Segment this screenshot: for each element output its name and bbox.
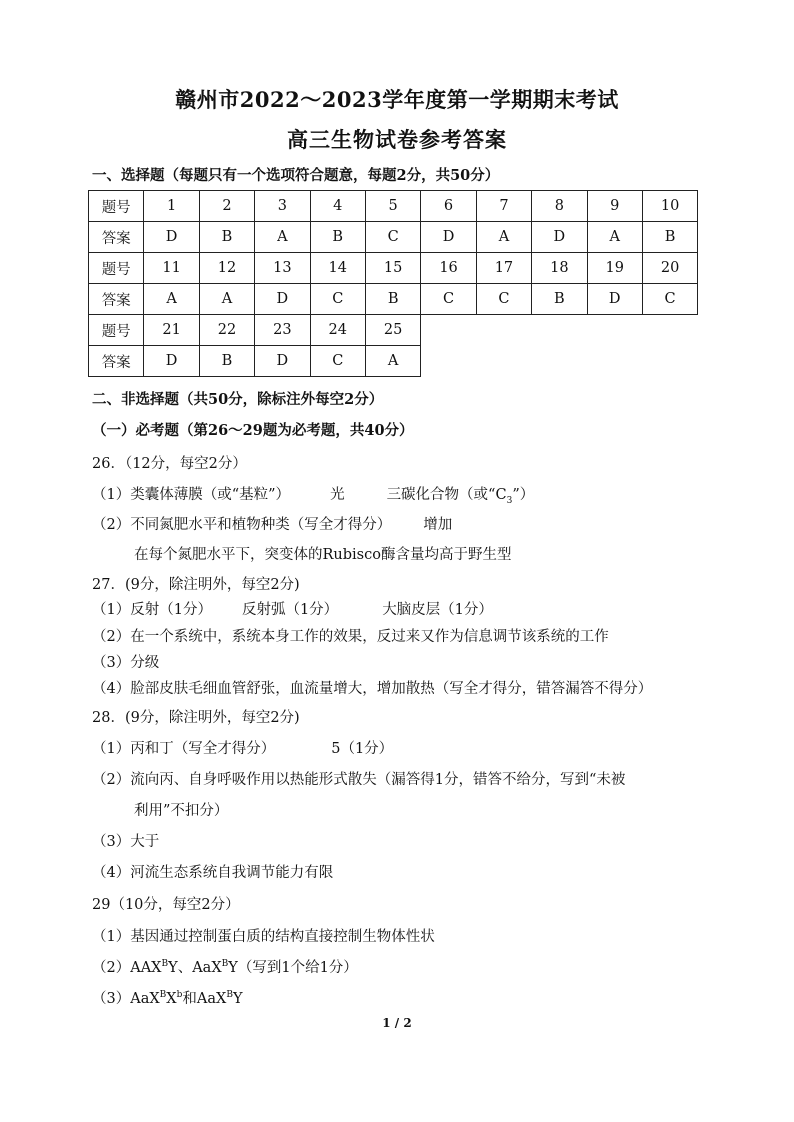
question-number: 9 <box>587 191 642 222</box>
page-subtitle: 高三生物试卷参考答案 <box>287 127 507 152</box>
answer-cell: B <box>199 222 254 253</box>
empty-cell <box>532 346 587 377</box>
answer-cell: A <box>365 346 420 377</box>
row-label: 题号 <box>89 253 144 284</box>
answer-cell: B <box>532 284 587 315</box>
empty-cell <box>587 315 642 346</box>
table-row <box>89 191 698 222</box>
q29-line-3: $(3)AaX^BX^b$和AaX$^B$Y <box>92 990 243 1007</box>
q27-line-4: （4）脸部皮肤毛细血管舒张，血流量增大，增加散热（写全才得分，错答漏答不得分） <box>92 681 653 697</box>
table-row <box>89 315 698 346</box>
q27-1-answer-b: 反射弧（1分） <box>241 602 339 618</box>
empty-cell <box>642 315 697 346</box>
answer-cell: A <box>587 222 642 253</box>
answer-cell: B <box>310 222 365 253</box>
question-number: 4 <box>310 191 365 222</box>
q27-heading: 27．(9分，除注明外，每空2分) <box>92 577 300 593</box>
answer-cell: A <box>476 222 531 253</box>
question-number: 13 <box>255 253 310 284</box>
q27-1-answer-a: （1）反射（1分） <box>92 602 212 618</box>
empty-cell <box>476 315 531 346</box>
q28-line-1 <box>92 737 393 758</box>
q28-1-answer-b: 5（1分） <box>331 741 394 757</box>
question-number: 10 <box>642 191 697 222</box>
row-label: 答案 <box>89 222 144 253</box>
section-1-heading: 一、选择题（每题只有一个选项符合题意，每题2分，共50分） <box>92 167 500 184</box>
question-number: 24 <box>310 315 365 346</box>
q26-line-2 <box>92 513 452 534</box>
empty-cell <box>642 346 697 377</box>
answer-cell: A <box>199 284 254 315</box>
question-number: 23 <box>255 315 310 346</box>
question-number: 21 <box>144 315 199 346</box>
answer-cell: C <box>476 284 531 315</box>
q26-1-answer-a: （1）类囊体薄膜（或“基粒”） <box>92 487 291 503</box>
answer-cell: C <box>310 284 365 315</box>
question-number: 12 <box>199 253 254 284</box>
page-number: 1 / 2 <box>382 1016 412 1030</box>
q26-1-answer-c: 三碳化合物（或“$C_3$”） <box>386 487 535 506</box>
row-label: 题号 <box>89 315 144 346</box>
empty-cell <box>421 346 476 377</box>
row-label: 题号 <box>89 191 144 222</box>
answer-cell: C <box>642 284 697 315</box>
q28-line-4: （4）河流生态系统自我调节能力有限 <box>92 865 334 881</box>
question-number: 17 <box>476 253 531 284</box>
question-number: 11 <box>144 253 199 284</box>
q28-line-2: （2）流向丙、自身呼吸作用以热能形式散失（漏答得1分，错答不给分，写到“未被 <box>92 772 626 788</box>
question-number: 6 <box>421 191 476 222</box>
answer-cell: D <box>144 346 199 377</box>
question-number: 5 <box>365 191 420 222</box>
question-number: 25 <box>365 315 420 346</box>
q27-1-answer-c: 大脑皮层（1分） <box>382 602 493 618</box>
q29-heading: 29（10分，每空2分） <box>92 897 240 913</box>
q27-line-3: （3）分级 <box>92 655 160 671</box>
question-number: 19 <box>587 253 642 284</box>
answer-cell: D <box>532 222 587 253</box>
question-number: 7 <box>476 191 531 222</box>
answer-cell: B <box>642 222 697 253</box>
table-row <box>89 253 698 284</box>
answer-cell: D <box>255 346 310 377</box>
answer-cell: C <box>421 284 476 315</box>
q26-line-1 <box>92 483 534 506</box>
q27-line-2: （2）在一个系统中，系统本身工作的效果，反过来又作为信息调节该系统的工作 <box>92 629 609 645</box>
q28-heading: 28．(9分，除注明外，每空2分) <box>92 710 300 726</box>
answer-cell: B <box>199 346 254 377</box>
empty-cell <box>587 346 642 377</box>
answer-cell: B <box>365 284 420 315</box>
empty-cell <box>421 315 476 346</box>
answer-table <box>88 190 698 377</box>
question-number: 16 <box>421 253 476 284</box>
table-row <box>89 284 698 315</box>
q26-2-answer-b: 增加 <box>423 517 453 533</box>
q27-line-1 <box>92 598 493 619</box>
q29-line-2: $(2)AAX^BY$、AaX$^B$Y（写到1个给1分） <box>92 959 358 976</box>
answer-cell: A <box>144 284 199 315</box>
q29-line-1: （1）基因通过控制蛋白质的结构直接控制生物体性状 <box>92 929 435 945</box>
question-number: 2 <box>199 191 254 222</box>
question-number: 8 <box>532 191 587 222</box>
q26-heading: 26．（12分，每空2分） <box>92 456 247 472</box>
q28-line-3: （3）大于 <box>92 834 160 850</box>
question-number: 15 <box>365 253 420 284</box>
row-label: 答案 <box>89 284 144 315</box>
answer-cell: D <box>144 222 199 253</box>
page-title: 赣州市2022～2023学年度第一学期期末考试 <box>175 87 619 112</box>
empty-cell <box>476 346 531 377</box>
answer-cell: C <box>310 346 365 377</box>
empty-cell <box>532 315 587 346</box>
q28-1-answer-a: （1）丙和丁（写全才得分） <box>92 741 276 757</box>
row-label: 答案 <box>89 346 144 377</box>
question-number: 18 <box>532 253 587 284</box>
answer-cell: D <box>255 284 310 315</box>
question-number: 22 <box>199 315 254 346</box>
q26-2-answer-a: （2）不同氮肥水平和植物种类（写全才得分） <box>92 517 392 533</box>
table-row <box>89 222 698 253</box>
q26-line-3: 在每个氮肥水平下，突变体的Rubisco酶含量均高于野生型 <box>134 547 512 563</box>
question-number: 1 <box>144 191 199 222</box>
answer-cell: D <box>587 284 642 315</box>
answer-cell: A <box>255 222 310 253</box>
subsection-heading: （一）必考题（第26～29题为必考题，共40分） <box>92 422 414 439</box>
question-number: 14 <box>310 253 365 284</box>
answer-cell: D <box>421 222 476 253</box>
q26-1-answer-b: 光 <box>330 487 345 503</box>
table-row <box>89 346 698 377</box>
q28-line-2-cont: 利用”不扣分） <box>134 803 229 819</box>
answer-cell: C <box>365 222 420 253</box>
question-number: 3 <box>255 191 310 222</box>
section-2-heading: 二、非选择题（共50分，除标注外每空2分） <box>92 391 384 408</box>
question-number: 20 <box>642 253 697 284</box>
